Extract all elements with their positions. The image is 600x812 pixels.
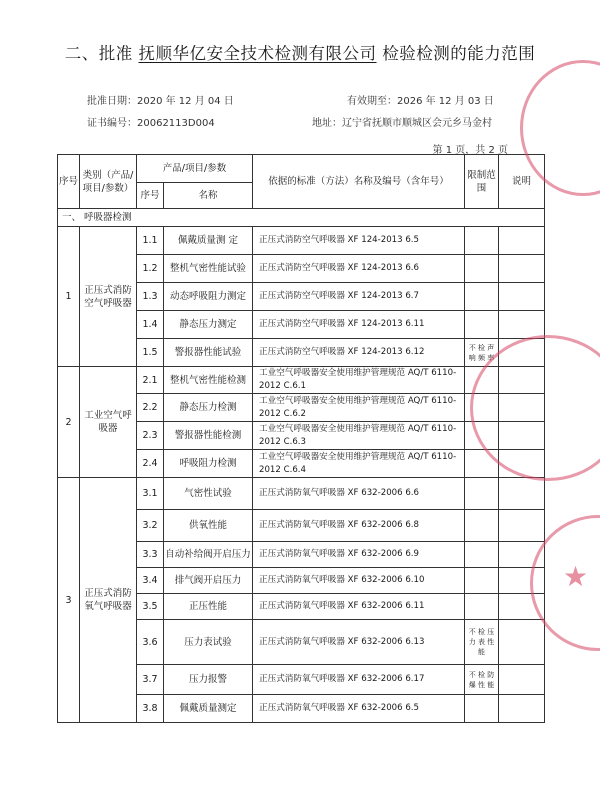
item-note [499, 283, 545, 311]
item-standard: 正压式消防空气呼吸器 XF 124-2013 6.11 [253, 311, 465, 339]
page-number: 第 1 页，共 2 页 [432, 145, 508, 156]
item-limit [465, 227, 499, 255]
item-seq: 3.2 [137, 510, 164, 542]
item-name: 静态压力测定 [164, 311, 253, 339]
address: 地址：辽宁省抚顺市顺城区会元乡马金村 [312, 118, 492, 129]
item-seq: 1.2 [137, 255, 164, 283]
approval-date: 批准日期：2020 年 12 月 04 日 [87, 96, 234, 107]
item-note [499, 695, 545, 723]
item-limit: 不 检 声 响 频 率 [465, 339, 499, 367]
item-note [499, 311, 545, 339]
item-standard: 工业空气呼吸器安全使用维护管理规范 AQ/T 6110-2012 C.6.4 [253, 450, 465, 478]
header-product-group: 产品/项目/参数 [137, 155, 253, 183]
item-standard: 工业空气呼吸器安全使用维护管理规范 AQ/T 6110-2012 C.6.3 [253, 422, 465, 450]
item-seq: 3.8 [137, 695, 164, 723]
item-seq: 1.1 [137, 227, 164, 255]
item-seq: 3.1 [137, 478, 164, 510]
item-name: 排气阀开启压力 [164, 568, 253, 594]
item-note [499, 478, 545, 510]
item-seq: 2.4 [137, 450, 164, 478]
item-name: 整机气密性能试验 [164, 255, 253, 283]
title-suffix: 检验检测的能力范围 [382, 44, 536, 63]
item-standard: 正压式消防氧气呼吸器 XF 632-2006 6.6 [253, 478, 465, 510]
section-heading: 一、 呼吸器检测 [58, 209, 545, 227]
item-note [499, 620, 545, 665]
item-limit: 不 检 防 爆 性 能 [465, 665, 499, 695]
item-limit [465, 542, 499, 568]
item-limit [465, 311, 499, 339]
item-limit: 不 检 压 力 表 性 能 [465, 620, 499, 665]
item-standard: 正压式消防空气呼吸器 XF 124-2013 6.6 [253, 255, 465, 283]
item-name: 静态压力检测 [164, 394, 253, 422]
group-seq: 1 [58, 227, 80, 367]
item-seq: 2.3 [137, 422, 164, 450]
valid-until: 有效期至：2026 年 12 月 03 日 [347, 96, 494, 107]
item-limit [465, 594, 499, 620]
item-name: 压力表试验 [164, 620, 253, 665]
item-name: 压力报警 [164, 665, 253, 695]
header-seq: 序号 [58, 155, 80, 209]
item-name: 呼吸阻力检测 [164, 450, 253, 478]
item-name: 自动补给阀开启压力 [164, 542, 253, 568]
item-name: 动态呼吸阻力测定 [164, 283, 253, 311]
table-row [58, 227, 545, 255]
item-name: 供氧性能 [164, 510, 253, 542]
item-standard: 正压式消防氧气呼吸器 XF 632-2006 6.5 [253, 695, 465, 723]
item-seq: 1.4 [137, 311, 164, 339]
item-name: 正压性能 [164, 594, 253, 620]
header-limit: 限制范围 [465, 155, 499, 209]
item-name: 佩戴质量测 定 [164, 227, 253, 255]
item-limit [465, 510, 499, 542]
item-seq: 1.3 [137, 283, 164, 311]
item-seq: 2.1 [137, 367, 164, 394]
item-name: 警报器性能检测 [164, 422, 253, 450]
item-standard: 正压式消防空气呼吸器 XF 124-2013 6.7 [253, 283, 465, 311]
item-seq: 3.7 [137, 665, 164, 695]
item-standard: 正压式消防氧气呼吸器 XF 632-2006 6.17 [253, 665, 465, 695]
header-standard: 依据的标准（方法）名称及编号（含年号） [253, 155, 465, 209]
group-seq: 3 [58, 478, 80, 723]
item-note [499, 665, 545, 695]
item-seq: 3.6 [137, 620, 164, 665]
item-seq: 3.3 [137, 542, 164, 568]
title-organization: 抚顺华亿安全技术检测有限公司 [138, 44, 377, 63]
title-prefix: 二、批准 [64, 44, 133, 63]
item-limit [465, 478, 499, 510]
seal-star-icon: ★ [563, 560, 589, 593]
item-standard: 正压式消防氧气呼吸器 XF 632-2006 6.13 [253, 620, 465, 665]
header-note: 说明 [499, 155, 545, 209]
item-standard: 正压式消防空气呼吸器 XF 124-2013 6.12 [253, 339, 465, 367]
item-seq: 3.4 [137, 568, 164, 594]
item-standard: 正压式消防氧气呼吸器 XF 632-2006 6.9 [253, 542, 465, 568]
certificate-number: 证书编号：20062113D004 [87, 118, 215, 129]
item-limit [465, 283, 499, 311]
item-standard: 正压式消防氧气呼吸器 XF 632-2006 6.11 [253, 594, 465, 620]
item-name: 佩戴质量测定 [164, 695, 253, 723]
header-name: 名称 [164, 183, 253, 209]
item-limit [465, 568, 499, 594]
item-name: 警报器性能试验 [164, 339, 253, 367]
item-standard: 工业空气呼吸器安全使用维护管理规范 AQ/T 6110-2012 C.6.2 [253, 394, 465, 422]
item-note [499, 255, 545, 283]
group-category: 工业空气呼吸器 [80, 367, 137, 478]
item-limit [465, 255, 499, 283]
item-name: 气密性试验 [164, 478, 253, 510]
item-seq: 1.5 [137, 339, 164, 367]
group-category: 正压式消防空气呼吸器 [80, 227, 137, 367]
item-standard: 工业空气呼吸器安全使用维护管理规范 AQ/T 6110-2012 C.6.1 [253, 367, 465, 394]
item-standard: 正压式消防氧气呼吸器 XF 632-2006 6.10 [253, 568, 465, 594]
item-seq: 2.2 [137, 394, 164, 422]
group-seq: 2 [58, 367, 80, 478]
group-category: 正压式消防氧气呼吸器 [80, 478, 137, 723]
page-title [0, 40, 600, 64]
item-seq: 3.5 [137, 594, 164, 620]
item-name: 整机气密性能检测 [164, 367, 253, 394]
item-note [499, 227, 545, 255]
item-standard: 正压式消防氧气呼吸器 XF 632-2006 6.8 [253, 510, 465, 542]
item-note [499, 510, 545, 542]
item-standard: 正压式消防空气呼吸器 XF 124-2013 6.5 [253, 227, 465, 255]
capability-table [57, 154, 545, 723]
table-row [58, 478, 545, 510]
header-sub-seq: 序号 [137, 183, 164, 209]
item-limit [465, 695, 499, 723]
header-category: 类别（产品/项目/参数） [80, 155, 137, 209]
